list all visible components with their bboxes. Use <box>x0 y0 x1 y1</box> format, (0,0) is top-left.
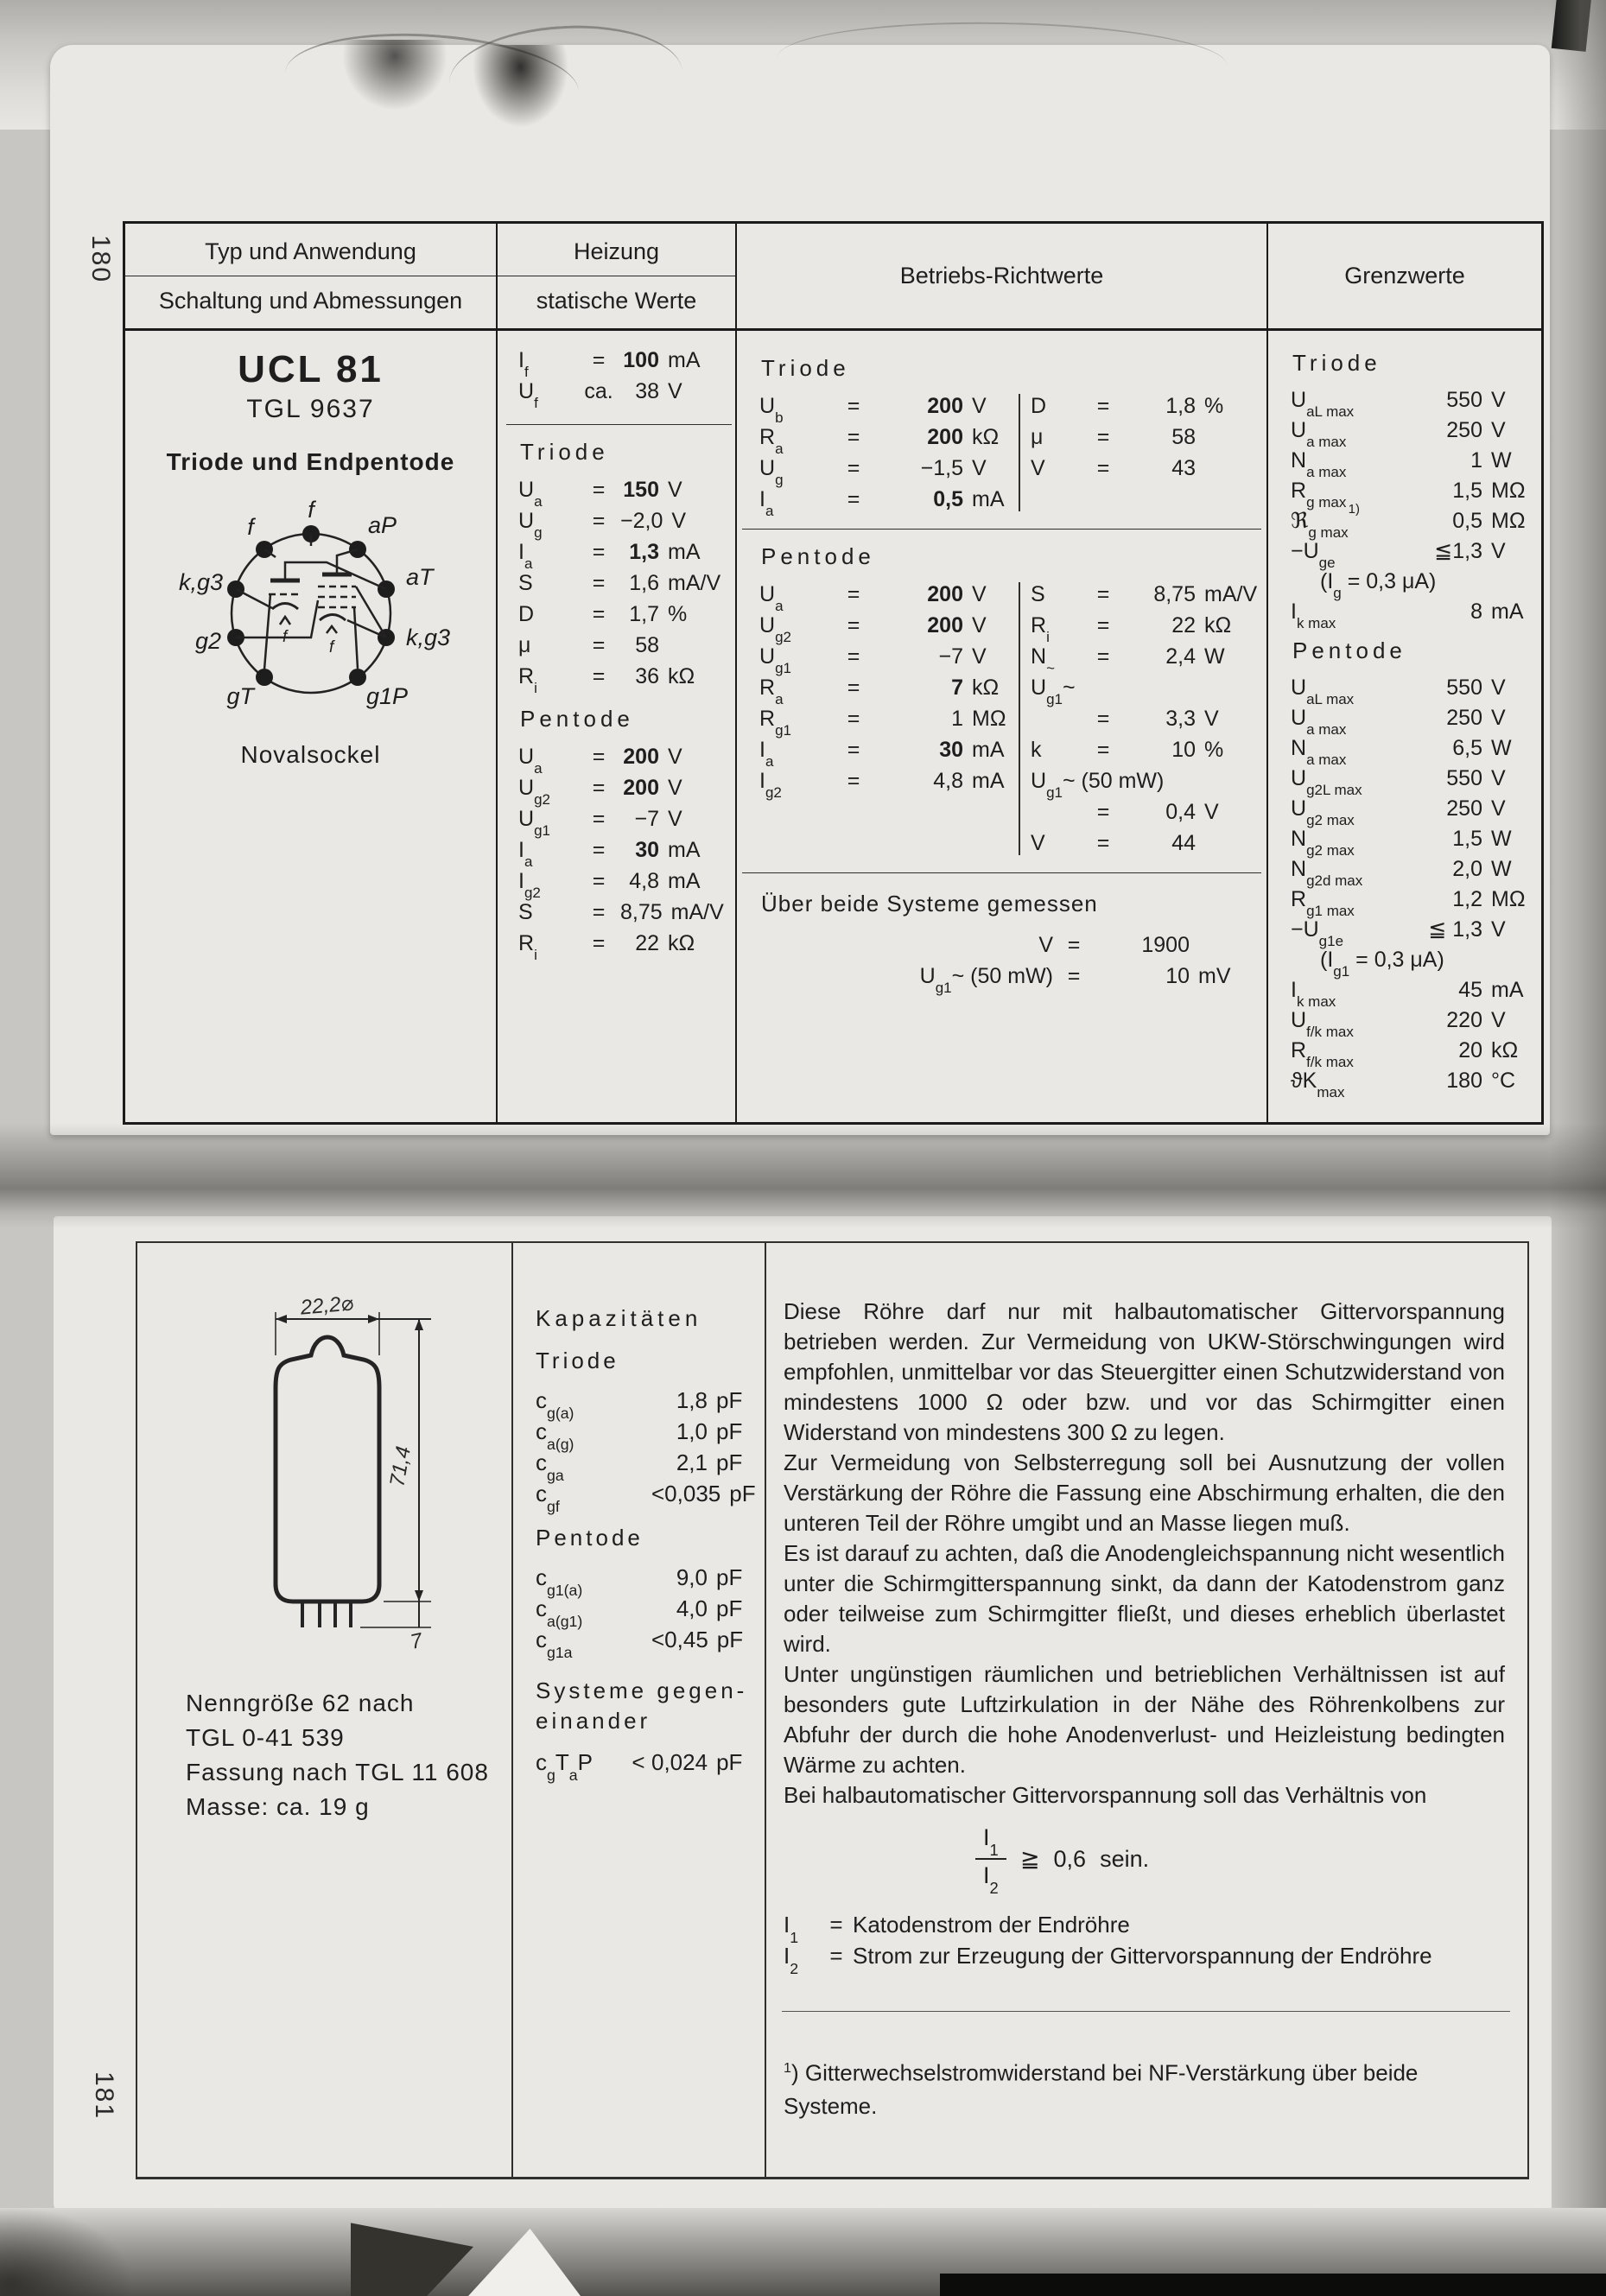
socket-pin-label: g2 <box>194 628 221 654</box>
spec-row: $c_{a(g)}$ 1,0 pF <box>536 1418 743 1453</box>
section-label-pentode: Pentode <box>1292 637 1406 663</box>
spec-row: V = 1900 <box>1038 933 1190 957</box>
pentode-operating-values <box>759 579 1258 859</box>
spec-row: V = 44 <box>1031 831 1196 855</box>
heizung-values <box>518 345 728 412</box>
paragraph: Es ist darauf zu achten, daß die Anodengleichspannung nicht wesentlich unter die Schirmgitterspannung sinkt, da dann der Katodenstrom ganz oder teilweise zum Schirmgitter fließt, und dieses erheblich überlastet wird. <box>784 1540 1505 1657</box>
spec-row: $I_{g2}$ = 4,8 mA <box>759 769 1005 802</box>
tube-outline-drawing <box>189 1278 448 1658</box>
spec-row: μ = 58 <box>1031 425 1196 449</box>
drawing-caption <box>186 1686 511 1824</box>
spec-row: $-U_{ge}$ ≦1,3 V <box>1291 539 1506 572</box>
spec-row: $c_{g(a)}$ 1,8 pF <box>536 1387 743 1422</box>
subcolumn-divider <box>1019 582 1020 855</box>
socket-pin-label: g1P <box>365 683 408 709</box>
spec-row: $U_{a max}$ 250 V <box>1291 706 1506 739</box>
header-line: Schaltung und Abmessungen <box>158 288 463 314</box>
spec-row: $c_{g1(a)}$ 9,0 pF <box>536 1564 743 1599</box>
spec-row: $I_{k max}$ 45 mA <box>1291 978 1524 1011</box>
triode-operating-values <box>759 390 1254 520</box>
paragraph: Masse: ca. 19 g <box>186 1793 370 1820</box>
page-number-bottom: 181 <box>90 2071 118 2121</box>
spec-row: $I_{k max}$ 8 mA <box>1291 599 1524 632</box>
limits-triode <box>1291 385 1536 632</box>
static-triode-values <box>518 474 728 697</box>
corner-shadow <box>0 2208 130 2296</box>
ratio-relation: ≧ <box>1019 1845 1040 1872</box>
page-gutter-shadow <box>0 1123 1606 1228</box>
spec-row: $I_a$ = 30 mA <box>759 738 1005 771</box>
notes-paragraphs <box>784 1297 1505 1811</box>
static-pentode-values <box>518 741 728 964</box>
socket-pin-label: aP <box>367 512 397 538</box>
spec-row: $I_a$ = 0,5 mA <box>759 487 1005 520</box>
paragraph: Fassung nach TGL 11 608 <box>186 1759 489 1785</box>
footnote <box>784 2052 1505 2122</box>
spec-row: $U_{aL max}$ 550 V <box>1291 675 1506 708</box>
socket-pin <box>256 669 273 686</box>
ratio-suffix: sein. <box>1100 1845 1150 1872</box>
paragraph: Nenngröße 62 nach <box>186 1690 415 1716</box>
spec-row: $U_{a max}$ 250 V <box>1291 418 1506 451</box>
footnote-rule <box>782 2011 1510 2012</box>
paragraph: TGL 0-41 539 <box>186 1724 345 1751</box>
spec-row: $I_{g2}$ = 4,8 mA <box>518 869 701 902</box>
section-label-pentode: Pentode <box>536 1525 644 1551</box>
tube-data-table <box>123 221 1544 1125</box>
socket-name: Novalsockel <box>240 741 381 768</box>
spec-row: $c_{ga}$ 2,1 pF <box>536 1449 743 1484</box>
spec-row: $R_{g max}$ 1,5 MΩ <box>1291 479 1526 511</box>
page-number-top: 180 <box>86 235 115 284</box>
systems-label-line1: Systeme gegen- <box>536 1678 748 1703</box>
fraction-denominator: $I_2$ <box>983 1862 999 1897</box>
spec-row: $I_a$ = 1,3 mA <box>518 540 701 573</box>
triode-operating-left <box>759 390 1019 520</box>
spec-row: $U_a$ = 150 V <box>518 478 682 511</box>
spec-row: S = 1,6 mA/V <box>518 571 721 595</box>
capacitances-title: Kapazitäten <box>536 1305 702 1331</box>
systems-label-line2: einander <box>536 1708 651 1734</box>
ratio-value: 0,6 <box>1053 1845 1087 1872</box>
subcolumn-divider <box>1019 394 1020 511</box>
footnote-marker: 1 <box>784 2060 791 2076</box>
spec-row: $R_{g1}$ = 1 MΩ <box>759 707 1006 739</box>
spec-row: $U_f$ ca. 38 V <box>518 379 682 412</box>
page-edge-notch <box>471 45 570 130</box>
section-label-triode: Triode <box>761 355 850 381</box>
capacitances-pentode <box>536 1562 756 1661</box>
spec-row: $U_{g1}\sim$ <box>1031 675 1076 708</box>
spec-row: $U_{g2 max}$ 250 V <box>1291 796 1506 829</box>
spec-row: $U_{g1}$ = −7 V <box>518 807 682 840</box>
spec-row: $R_{g1 max}$ 1,2 MΩ <box>1291 887 1526 920</box>
spec-row: $R_a$ = 200 kΩ <box>759 425 1000 458</box>
spec-row: = 0,4 V <box>1096 800 1219 824</box>
lower-section <box>136 1241 1529 2179</box>
spec-row: $I_f$ = 100 mA <box>518 348 701 381</box>
header-typ-anwendung <box>125 224 498 328</box>
spec-row: $R_a$ = 7 kΩ <box>759 675 1000 708</box>
socket-pin-label: f <box>246 514 254 540</box>
socket-pin-label: k,g3 <box>178 569 223 595</box>
spec-row: $I_1$ = Katodenstrom der Endröhre <box>784 1912 1130 1946</box>
spec-row: $U_g$ = −2,0 V <box>518 509 687 542</box>
heater-label: f <box>282 628 287 646</box>
spec-row: D = 1,8 % <box>1031 394 1224 418</box>
spec-row: $U_{g1}$ = −7 V <box>759 644 987 677</box>
footnote-text: ) Gitterwechselstromwiderstand bei NF-Verstärkung über beide Systeme. <box>784 2059 1419 2119</box>
spec-row: ($I_g = 0,3$ μA) <box>1320 569 1437 602</box>
section-divider <box>742 872 1261 873</box>
both-systems-values <box>846 929 1269 997</box>
dimension-drawing-cell <box>137 1243 511 2177</box>
paragraph: Bei halbautomatischer Gittervorspannung soll das Verhältnis von <box>784 1782 1427 1808</box>
spec-row: S = 8,75 mA/V <box>518 900 724 924</box>
tube-name: UCL 81 <box>238 348 384 390</box>
socket-pin-label: aT <box>405 564 434 590</box>
spec-row: $U_{g1}\sim$ (50 mW) = 10 mV <box>919 964 1231 997</box>
cell-type-and-socket <box>125 331 498 1122</box>
spec-row: $c_{gf}$ <0,035 pF <box>536 1481 756 1515</box>
socket-pin <box>349 669 366 686</box>
spec-row: $U_b$ = 200 V <box>759 394 987 427</box>
spec-row: $c_{g1a}$ <0,45 pF <box>536 1627 744 1661</box>
paragraph: Unter ungünstigen räumlichen und betrieblichen Verhältnissen ist auf besonders gute Luftzirkulation in der Nähe des Röhrenkolbens zur Abfuhr der durch die hohe Anodenverlust- und Heizleistung bedingten Wärme zu achten. <box>784 1661 1505 1778</box>
section-divider <box>742 529 1261 530</box>
spec-row: $c_gT_aP$ < 0,024 pF <box>536 1749 743 1784</box>
spec-row: $I_a$ = 30 mA <box>518 838 701 871</box>
spec-row: $U_a$ = 200 V <box>518 745 682 777</box>
spec-row: $c_{a(g1)}$ 4,0 pF <box>536 1595 743 1630</box>
socket-pin-label: k,g3 <box>405 625 450 650</box>
spec-row: D = 1,7 % <box>518 602 688 626</box>
cell-grenzwerte <box>1268 331 1541 1122</box>
spec-row: $ϑK_{max}$ 180 °C <box>1291 1069 1516 1101</box>
spec-row: $U_{g2}$ = 200 V <box>518 776 682 809</box>
section-label-pentode: Pentode <box>520 706 634 732</box>
book-cover-edge <box>940 2274 1606 2296</box>
cell-betriebs-richtwerte <box>737 331 1268 1122</box>
capacitances-triode <box>536 1385 756 1515</box>
header-line: statische Werte <box>536 288 697 314</box>
spec-row: $U_{aL max}$ 550 V <box>1291 388 1506 421</box>
capacitances-systems <box>536 1747 756 1784</box>
spec-row: $U_{g2}$ = 200 V <box>759 613 987 646</box>
pentode-operating-right <box>1031 579 1258 859</box>
triode-operating-right <box>1031 390 1254 515</box>
pin-length-dimension: 7 <box>408 1628 425 1654</box>
spec-row: $U_g$ = −1,5 V <box>759 456 987 489</box>
spec-row: V = 43 <box>1031 456 1196 480</box>
diameter-dimension: 22,2⌀ <box>299 1291 354 1320</box>
spec-row: ℜ$_{g max}^{1)}$ 0,5 MΩ <box>1291 502 1526 542</box>
header-line: Heizung <box>573 238 660 264</box>
cell-heizung-statische-werte <box>498 331 737 1122</box>
heater-label: f <box>328 638 333 656</box>
fraction <box>975 1824 1006 1897</box>
spec-row: $-U_{g1e}$ ≦ 1,3 V <box>1291 917 1506 950</box>
capacitances-cell <box>511 1243 765 2177</box>
section-label-triode: Triode <box>520 439 609 465</box>
table-body-row <box>125 331 1541 1122</box>
header-heizung <box>498 224 737 328</box>
limits-pentode <box>1291 673 1536 1101</box>
spec-row: ($I_{g1} = 0,3$ μA) <box>1320 948 1444 980</box>
header-betriebs-richtwerte: Betriebs-Richtwerte <box>737 224 1268 328</box>
notes-cell <box>765 1243 1527 2177</box>
spec-row: $R_i$ = 22 kΩ <box>1031 613 1232 646</box>
page-edge-notch <box>339 40 451 114</box>
section-label-triode: Triode <box>536 1348 619 1373</box>
fraction-numerator: $I_1$ <box>983 1824 999 1860</box>
socket-pin-label: f <box>307 497 314 523</box>
spec-row: $N_{a max}$ 6,5 W <box>1291 736 1512 769</box>
tube-description: Triode und Endpentode <box>166 448 455 475</box>
section-divider <box>506 424 732 425</box>
spec-row: $R_i$ = 36 kΩ <box>518 664 695 697</box>
header-grenzwerte: Grenzwerte <box>1344 263 1465 289</box>
section-label-pentode: Pentode <box>761 543 875 569</box>
ratio-formula <box>784 1816 1505 1902</box>
spec-row: $N_\sim$ = 2,4 W <box>1031 644 1225 677</box>
socket-pin-label: gT <box>225 683 254 709</box>
section-label-triode: Triode <box>1292 350 1381 376</box>
pentode-operating-left <box>759 579 1019 859</box>
height-dimension: 71,4 <box>385 1444 416 1489</box>
header-line: Typ und Anwendung <box>205 238 416 264</box>
spec-row: μ = 58 <box>518 633 659 657</box>
spec-row: $U_{g1}\sim$ (50 mW) <box>1031 769 1165 802</box>
spec-row: S = 8,75 mA/V <box>1031 582 1258 606</box>
both-systems-label: Über beide Systeme gemessen <box>761 891 1098 916</box>
spec-row: = 3,3 V <box>1096 707 1219 731</box>
current-definitions <box>784 1909 1505 1977</box>
spec-row: $U_{f/k max}$ 220 V <box>1291 1008 1506 1041</box>
spec-row: $N_{g2 max}$ 1,5 W <box>1291 827 1512 859</box>
paragraph: Diese Röhre darf nur mit halbautomatischer Gittervorspannung betrieben werden. Zur Vermeidung von UKW-Störschwingungen wird empfohlen, unmittelbar vor das Steuergitter einen Schutzwiderstand von mindestens 1000 Ω oder bzw. und vor das Schirmgitter einen Widerstand von mindestens 300 Ω zu legen. <box>784 1298 1505 1445</box>
spec-row: k = 10 % <box>1031 738 1224 762</box>
spec-row: $R_{f/k max}$ 20 kΩ <box>1291 1038 1519 1071</box>
tube-standard: TGL 9637 <box>246 395 375 423</box>
socket-diagram <box>156 497 467 726</box>
spec-row: $R_i$ = 22 kΩ <box>518 931 695 964</box>
spec-row: $U_{g2L max}$ 550 V <box>1291 766 1506 799</box>
spec-row: $N_{a max}$ 1 W <box>1291 448 1512 481</box>
spec-row: $N_{g2d max}$ 2,0 W <box>1291 857 1512 890</box>
socket-diagram-wrap <box>125 497 496 733</box>
spec-row: $I_2$ = Strom zur Erzeugung der Gittervorspannung der Endröhre <box>784 1943 1432 1977</box>
table-header-row <box>125 224 1541 331</box>
spec-row: $U_a$ = 200 V <box>759 582 987 615</box>
paragraph: Zur Vermeidung von Selbsterregung soll bei Ausnutzung der vollen Verstärkung der Röhre die Fassung eine Abschirmung erhalten, die den unteren Teil der Röhre umgibt und an Masse liegen muß. <box>784 1449 1505 1536</box>
